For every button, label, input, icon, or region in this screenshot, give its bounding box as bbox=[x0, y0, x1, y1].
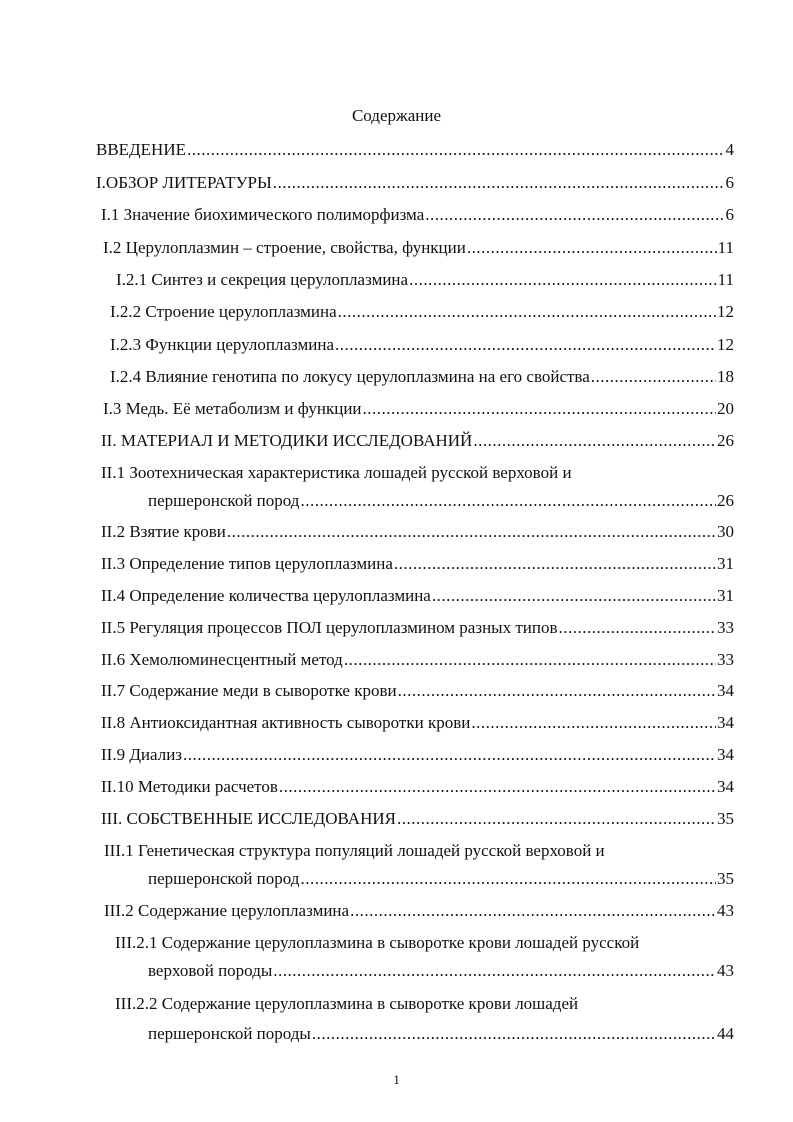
toc-entry-label: II.9 Диализ bbox=[101, 745, 183, 764]
toc-entry-literature-review bbox=[96, 171, 734, 195]
toc-entry-page: 11 bbox=[717, 270, 734, 289]
toc-entry-1-2-3 bbox=[110, 333, 734, 357]
toc-entry-page: 33 bbox=[717, 618, 734, 637]
toc-entry-page: 6 bbox=[725, 205, 734, 224]
toc-entry-2-9 bbox=[101, 743, 734, 767]
toc-entry-page: 33 bbox=[717, 650, 734, 669]
toc-entry-2-5 bbox=[101, 616, 734, 640]
toc-entry-page: 31 bbox=[717, 586, 734, 605]
toc-leader-dots bbox=[473, 429, 716, 453]
toc-entry-label: II.6 Хемолюминесцентный метод bbox=[101, 650, 343, 669]
toc-leader-dots bbox=[398, 679, 716, 703]
toc-leader-dots bbox=[467, 236, 717, 260]
toc-entry-label: II.4 Определение количества церулоплазмина bbox=[101, 586, 431, 605]
toc-entry-label: I.2.4 Влияние генотипа по локусу церулоплазмина на его свойства bbox=[110, 367, 590, 386]
toc-entry-page: 34 bbox=[717, 777, 734, 796]
toc-entry-2-4 bbox=[101, 584, 734, 608]
toc-entry-page: 4 bbox=[725, 140, 734, 159]
toc-entry-materials-methods bbox=[101, 429, 734, 453]
toc-entry-page: 30 bbox=[717, 522, 734, 541]
toc-entry-page: 20 bbox=[717, 399, 734, 418]
toc-entry-label: I.2.2 Строение церулоплазмина bbox=[110, 302, 337, 321]
toc-entry-label: II.7 Содержание меди в сыворотке крови bbox=[101, 681, 397, 700]
toc-entry-page: 34 bbox=[717, 745, 734, 764]
toc-entry-2-8 bbox=[101, 711, 734, 735]
toc-entry-3-1-label: III.1 Генетическая структура популяций лошадей русской верховой и bbox=[104, 841, 605, 860]
toc-entry-page: 34 bbox=[717, 713, 734, 732]
toc-entry-label: ВВЕДЕНИЕ bbox=[96, 140, 186, 159]
toc-entry-1-2-4 bbox=[110, 365, 734, 389]
toc-entry-continuation: верховой породы bbox=[148, 961, 273, 980]
toc-entry-2-1-label: II.1 Зоотехническая характеристика лошадей русской верховой и bbox=[101, 463, 572, 482]
toc-entry-label: II. МАТЕРИАЛ И МЕТОДИКИ ИССЛЕДОВАНИЙ bbox=[101, 431, 473, 450]
toc-entry-3-2-2-label: III.2.2 Содержание церулоплазмина в сыворотке крови лошадей bbox=[115, 994, 579, 1013]
toc-entry-3-2 bbox=[104, 899, 734, 923]
toc-entry-2-3 bbox=[101, 552, 734, 576]
toc-entry-page: 31 bbox=[717, 554, 734, 573]
toc-entry-continuation: першеронской пород bbox=[148, 869, 300, 888]
toc-entry-label: III.2 Содержание церулоплазмина bbox=[104, 901, 350, 920]
toc-entry-label: III. СОБСТВЕННЫЕ ИССЛЕДОВАНИЯ bbox=[101, 809, 396, 828]
toc-entry-label: I.2 Церулоплазмин – строение, свойства, функции bbox=[103, 238, 466, 257]
toc-leader-dots bbox=[397, 807, 716, 831]
page-title: Содержание bbox=[351, 106, 442, 125]
toc-entry-label: II.3 Определение типов церулоплазмина bbox=[101, 554, 393, 573]
toc-entry-2-10 bbox=[101, 775, 734, 799]
toc-leader-dots bbox=[227, 520, 716, 544]
toc-leader-dots bbox=[350, 899, 716, 923]
toc-leader-dots bbox=[409, 268, 717, 292]
toc-leader-dots bbox=[312, 1022, 716, 1046]
toc-entry-page: 44 bbox=[717, 1024, 734, 1043]
toc-entry-page: 12 bbox=[717, 335, 734, 354]
toc-entry-page: 26 bbox=[717, 431, 734, 450]
toc-leader-dots bbox=[432, 584, 716, 608]
toc-entry-page: 6 bbox=[725, 173, 734, 192]
toc-leader-dots bbox=[344, 648, 716, 672]
toc-entry-label: II.5 Регуляция процессов ПОЛ церулоплазмином разных типов bbox=[101, 618, 558, 637]
toc-leader-dots bbox=[273, 959, 716, 983]
toc-leader-dots bbox=[363, 397, 716, 421]
toc-leader-dots bbox=[300, 867, 716, 891]
toc-entry-3-2-1-label: III.2.1 Содержание церулоплазмина в сыворотке крови лошадей русской bbox=[115, 933, 640, 952]
toc-entry-1-2 bbox=[103, 236, 734, 260]
toc-entry-label: I.1 Значение биохимического полиморфизма bbox=[101, 205, 425, 224]
toc-entry-1-2-1 bbox=[116, 268, 734, 292]
toc-entry-1-1 bbox=[101, 203, 734, 227]
toc-entry-2-2 bbox=[101, 520, 734, 544]
toc-entry-3-2-2 bbox=[148, 1022, 734, 1046]
toc-entry-label: I.3 Медь. Её метаболизм и функции bbox=[103, 399, 362, 418]
toc-leader-dots bbox=[338, 300, 716, 324]
toc-entry-page: 11 bbox=[717, 238, 734, 257]
toc-leader-dots bbox=[273, 171, 725, 195]
toc-entry-2-6 bbox=[101, 648, 734, 672]
page-number: 1 bbox=[393, 1072, 400, 1087]
toc-entry-introduction bbox=[96, 138, 734, 162]
toc-entry-page: 26 bbox=[717, 491, 734, 510]
toc-entry-page: 35 bbox=[717, 869, 734, 888]
toc-leader-dots bbox=[591, 365, 716, 389]
toc-entry-page: 43 bbox=[717, 961, 734, 980]
toc-entry-3-1 bbox=[148, 867, 734, 891]
toc-leader-dots bbox=[300, 489, 716, 513]
toc-entry-label: II.8 Антиоксидантная активность сыворотки крови bbox=[101, 713, 471, 732]
toc-leader-dots bbox=[183, 743, 716, 767]
toc-entry-continuation: першеронской породы bbox=[148, 1024, 311, 1043]
toc-entry-1-3 bbox=[103, 397, 734, 421]
toc-entry-2-1 bbox=[148, 489, 734, 513]
toc-entry-3-2-1 bbox=[148, 959, 734, 983]
toc-leader-dots bbox=[425, 203, 724, 227]
toc-entry-page: 43 bbox=[717, 901, 734, 920]
toc-entry-page: 34 bbox=[717, 681, 734, 700]
toc-entry-own-research bbox=[101, 807, 734, 831]
toc-entry-2-7 bbox=[101, 679, 734, 703]
toc-entry-continuation: першеронской пород bbox=[148, 491, 300, 510]
toc-entry-label: I.2.3 Функции церулоплазмина bbox=[110, 335, 334, 354]
toc-leader-dots bbox=[559, 616, 717, 640]
toc-entry-label: II.10 Методики расчетов bbox=[101, 777, 278, 796]
toc-entry-page: 12 bbox=[717, 302, 734, 321]
toc-entry-label: I.ОБЗОР ЛИТЕРАТУРЫ bbox=[96, 173, 272, 192]
toc-leader-dots bbox=[187, 138, 725, 162]
toc-entry-page: 35 bbox=[717, 809, 734, 828]
toc-entry-label: II.2 Взятие крови bbox=[101, 522, 226, 541]
toc-leader-dots bbox=[279, 775, 716, 799]
toc-leader-dots bbox=[471, 711, 716, 735]
toc-entry-page: 18 bbox=[717, 367, 734, 386]
toc-entry-1-2-2 bbox=[110, 300, 734, 324]
toc-leader-dots bbox=[394, 552, 716, 576]
toc-entry-label: I.2.1 Синтез и секреция церулоплазмина bbox=[116, 270, 409, 289]
toc-leader-dots bbox=[335, 333, 716, 357]
